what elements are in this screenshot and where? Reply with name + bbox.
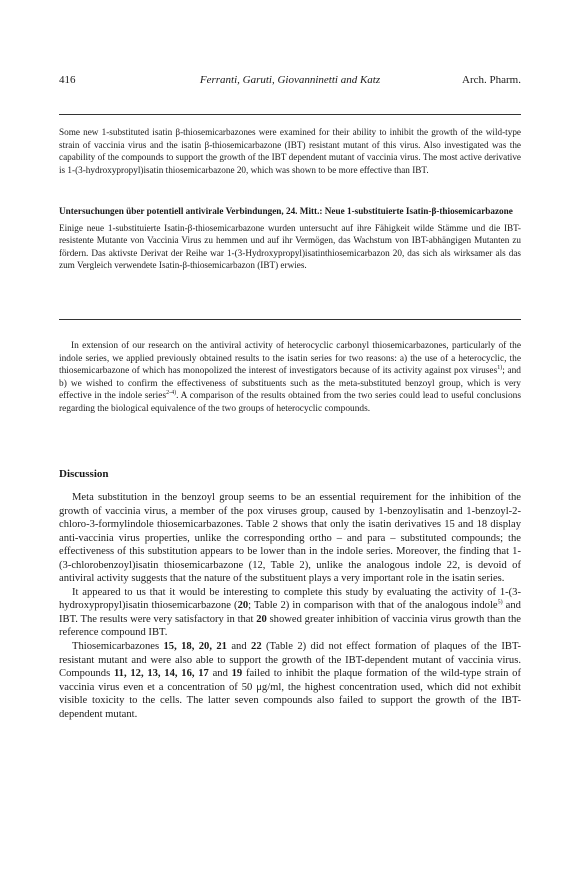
p2-text-c: ; Table 2) in comparison with that of the analogous indole <box>248 600 498 612</box>
reference-1: 1) <box>497 364 503 371</box>
intro-text-1: In extension of our research on the antiviral activity of heterocyclic carbonyl thiosemicarbazones, particularly of the indole series, we applied previously obtained results to the isatin series for two reasons: a) the use of a heterocyclic, the thiosemicarbazone of which has monopolized the interest of investigators because of its activity against pox viruses <box>59 341 521 376</box>
discussion-paragraph-2 <box>59 586 521 640</box>
running-header <box>59 74 521 90</box>
abstract-german-text: Einige neue 1-substituierte Isatin-β-thiosemicarbazone wurden untersucht auf ihre Fähigkeit wilde Stämme und die IBT-resistente Mutante von Vaccinia Virus zu hemmen und auf ihr Vermögen, das Wachstum von IBT-abhängigen Mutanten zu fördern. Das aktivste Derivat der Reihe war 1-(3-Hydroxypropyl)isatinthiosemicarbazon 20, das sich als wirksamer als das zum Vergleich verwendete Isatin-β-thiosemicarbazon (IBT) erwies. <box>59 222 521 271</box>
abstract-german-title: Untersuchungen über potentiell antivirale Verbindungen, 24. Mitt.: Neue 1-substituierte Isatin-β-thiosemicarbazone <box>59 206 513 216</box>
p2-text-d: and IBT. The results were very satisfactory in that <box>59 600 521 625</box>
compound-ref: 19 <box>231 668 243 680</box>
section-heading-discussion: Discussion <box>59 468 109 480</box>
discussion-paragraph-1: Meta substitution in the benzoyl group seems to be an essential requirement for the inhibition of the growth of vaccinia virus, a member of the pox viruses group, caused by 1-benzoylisatin and 1-benzoyl-2-chloro-3-formylindole thiosemicarbazones. Table 2 shows that only the isatin derivatives 15 and 18 display anti-vaccinia virus properties, unlike the corresponding ortho – and para – substituted compounds; the effectiveness of this substitution appears to be lower than in the indole series. Moreover, the finding that 1-(3-chlorobenzoyl)isatin thiosemicarbazone (12, Table 2), unlike the analogous indole 22, is devoid of antiviral activity suggests that the nature of the substituent plays a very important role in the isatin series. <box>59 492 521 585</box>
p2-text-f: showed greater inhibition of vaccinia virus growth than the reference compound IBT. <box>59 613 521 639</box>
abstract-english <box>59 126 521 176</box>
p2-text-a: It appeared to us that it would be interesting to complete this study by evaluating the activity of 1-(3-hydroxypropyl)isatin thiosemicarbazone ( <box>59 586 521 612</box>
p3-text-i: failed to inhibit the plaque formation of the wild-type strain of vaccinia virus even et a concentration of 50 μg/ml, the highest concentration used, which did not exhibit visible toxicity to the cells. The latter seven compounds also failed to support the growth of the IBT-dependent mutant. <box>59 668 522 720</box>
compound-ref: 22 <box>251 641 262 653</box>
abstract-german <box>59 205 521 272</box>
header-journal: Arch. Pharm. <box>462 74 521 86</box>
p3-text-e: (Table 2) did not effect formation of plaques of the IBT-resistant mutant and were also able to support the growth of the IBT-dependent mutant of vaccinia virus. Compounds <box>59 641 522 680</box>
header-authors: Ferranti, Garuti, Giovanninetti and Katz <box>199 74 381 86</box>
p3-text-a: Thiosemicarbazones <box>72 641 164 653</box>
discussion-body <box>59 491 521 721</box>
abstract-english-text: Some new 1-substituted isatin β-thiosemicarbazones were examined for their ability to inhibit the growth of the wild-type strain of vaccinia virus and the isatin β-thiosemicarbazone (IBT) resistant mutant of this virus. Also investigated was the capability of the compounds to support the growth of the IBT dependent mutant of vaccinia virus. The most active derivative is 1-(3-hydroxypropyl)isatin thiosemicarbazone 20, which was shown to be more effective than IBT. <box>59 127 521 175</box>
p3-text-g: and <box>208 668 232 680</box>
intro-text-3: . A comparison of the results obtained from the two series could lead to useful conclusions regarding the biological equivalence of the two groups of heterocyclic compounds. <box>59 391 521 414</box>
compound-ref: 20 <box>237 600 249 612</box>
compound-ref: 20 <box>256 613 267 625</box>
bottom-rule <box>59 319 521 320</box>
compound-ref: 15, 18, 20, 21 <box>163 641 227 653</box>
page-number: 416 <box>59 74 76 86</box>
reference-5: 5) <box>497 599 503 606</box>
top-rule <box>59 114 521 115</box>
compound-ref: 11, 12, 13, 14, 16, 17 <box>113 668 209 680</box>
intro-text-2: ; and b) we wished to confirm the effectiveness of substituents such as the meta-substituted benzoyl group, which is very effective in the indole series <box>59 366 521 401</box>
p3-text-c: and <box>226 641 252 653</box>
intro-paragraph <box>59 340 521 415</box>
introduction <box>59 340 521 415</box>
discussion-paragraph-3 <box>59 640 521 721</box>
reference-2: 2-4) <box>166 389 177 396</box>
